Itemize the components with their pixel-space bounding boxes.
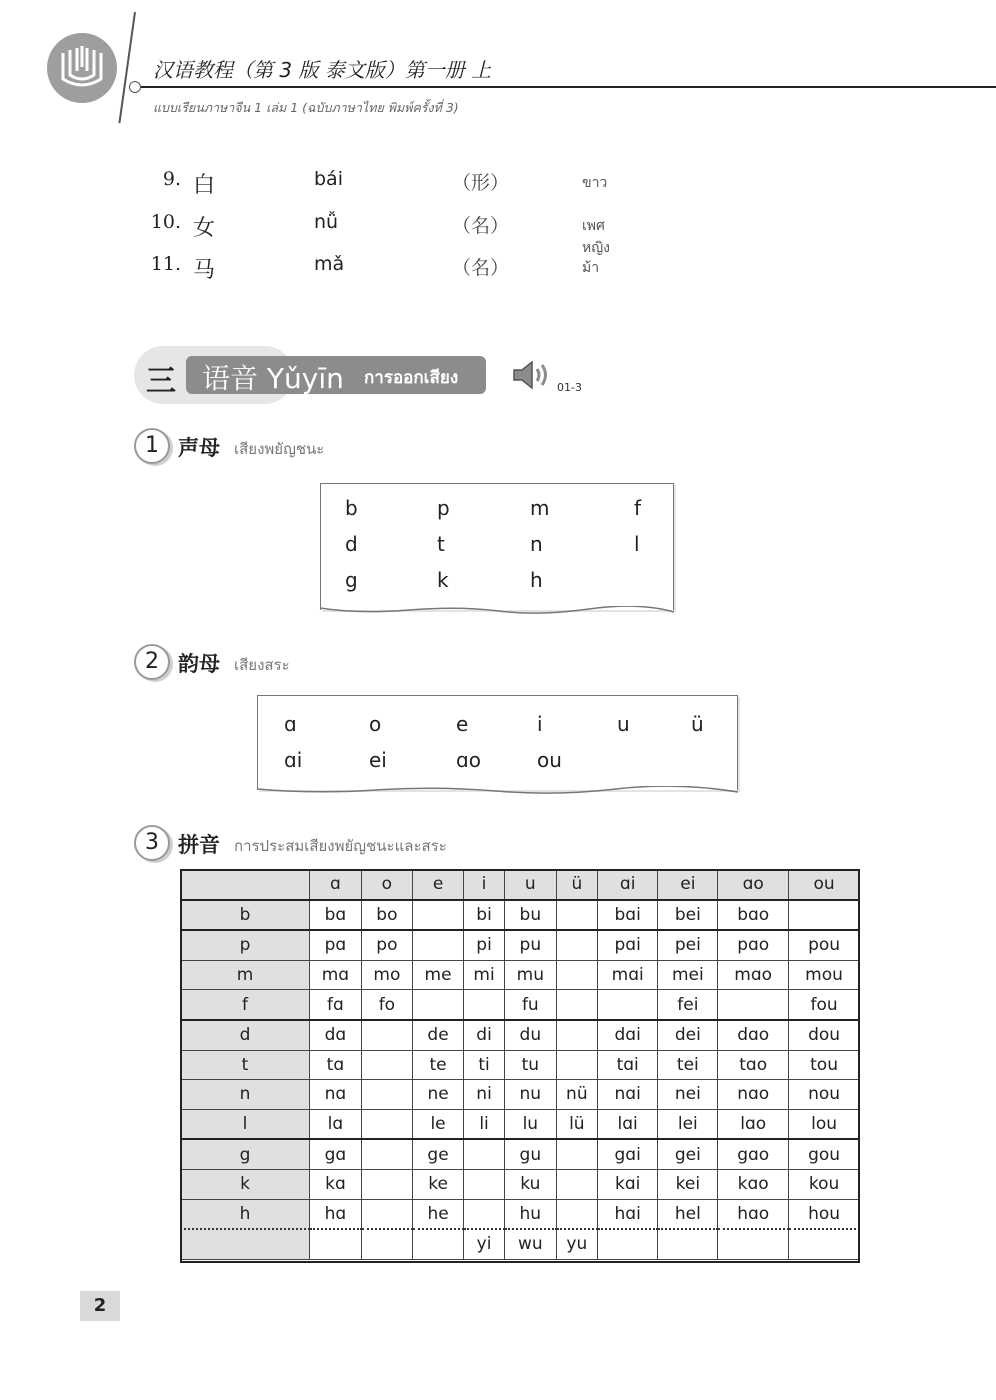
final: e bbox=[456, 712, 469, 736]
initial: d bbox=[345, 532, 358, 556]
table-cell: pɑi bbox=[597, 930, 657, 960]
table-row bbox=[181, 990, 860, 1020]
table-cell: kou bbox=[789, 1169, 860, 1199]
table-cell: mɑo bbox=[718, 960, 789, 990]
table-cell: gɑi bbox=[597, 1139, 657, 1169]
initial: f bbox=[634, 496, 642, 520]
table-cell: mu bbox=[504, 960, 556, 990]
table-cell: nü bbox=[556, 1080, 597, 1110]
table-cell bbox=[556, 960, 597, 990]
table-initial-cell: t bbox=[181, 1050, 310, 1080]
table-cell bbox=[597, 1229, 657, 1259]
table-row bbox=[181, 1229, 860, 1259]
table-cell: du bbox=[504, 1020, 556, 1050]
table-body bbox=[181, 900, 860, 1260]
table-cell: lɑi bbox=[597, 1109, 657, 1139]
publisher-logo bbox=[47, 33, 117, 103]
table-initial-cell: g bbox=[181, 1139, 310, 1169]
finals-title-cn: 韵母 bbox=[178, 652, 220, 676]
final: ü bbox=[691, 712, 704, 736]
vocab-hanzi: 马 bbox=[193, 258, 216, 283]
table-cell: de bbox=[412, 1020, 463, 1050]
table-cell: pu bbox=[504, 930, 556, 960]
table-cell: gu bbox=[504, 1139, 556, 1169]
table-header-cell: e bbox=[412, 870, 463, 900]
table-cell: pou bbox=[789, 930, 860, 960]
table-cell: nɑ bbox=[310, 1080, 362, 1110]
table-cell: bɑo bbox=[718, 900, 789, 931]
table-cell: dɑi bbox=[597, 1020, 657, 1050]
initial: p bbox=[437, 496, 450, 520]
table-cell bbox=[412, 900, 463, 931]
table-header-cell: ü bbox=[556, 870, 597, 900]
table-cell bbox=[556, 1020, 597, 1050]
table-initial-cell: b bbox=[181, 900, 310, 931]
table-cell: nou bbox=[789, 1080, 860, 1110]
table-cell: lou bbox=[789, 1109, 860, 1139]
table-initial-cell: h bbox=[181, 1199, 310, 1229]
table-initial-cell: k bbox=[181, 1169, 310, 1199]
table-cell: fo bbox=[361, 990, 412, 1020]
table-cell bbox=[464, 990, 505, 1020]
table-cell: te bbox=[412, 1050, 463, 1080]
table-cell: yi bbox=[464, 1229, 505, 1259]
final: i bbox=[537, 712, 543, 736]
table-initial-cell: l bbox=[181, 1109, 310, 1139]
finals-title-th: เสียงสระ bbox=[234, 656, 290, 674]
table-cell: ge bbox=[412, 1139, 463, 1169]
table-header-cell: o bbox=[361, 870, 412, 900]
table-cell bbox=[361, 1109, 412, 1139]
initial: t bbox=[437, 532, 445, 556]
table-cell bbox=[412, 990, 463, 1020]
subsection-number: 1 bbox=[134, 428, 170, 464]
table-cell bbox=[361, 1139, 412, 1169]
table-cell: pi bbox=[464, 930, 505, 960]
table-cell bbox=[718, 1229, 789, 1259]
subsection-number: 2 bbox=[134, 644, 170, 680]
vocab-hanzi: 白 bbox=[193, 173, 216, 198]
final: ɑo bbox=[456, 748, 481, 772]
table-cell bbox=[361, 1080, 412, 1110]
table-cell bbox=[361, 1050, 412, 1080]
table-row bbox=[181, 1050, 860, 1080]
table-cell: lɑo bbox=[718, 1109, 789, 1139]
table-row bbox=[181, 1169, 860, 1199]
table-header-cell: u bbox=[504, 870, 556, 900]
initial: l bbox=[634, 532, 640, 556]
table-cell: mei bbox=[658, 960, 718, 990]
initial: b bbox=[345, 496, 358, 520]
table-row bbox=[181, 1139, 860, 1169]
table-header-cell: ou bbox=[789, 870, 860, 900]
section-title-th: การออกเสียง bbox=[364, 368, 459, 388]
vocab-hanzi: 女 bbox=[193, 216, 216, 241]
table-cell: hu bbox=[504, 1199, 556, 1229]
table-cell: li bbox=[464, 1109, 505, 1139]
table-cell: mɑ bbox=[310, 960, 362, 990]
table-cell: mɑi bbox=[597, 960, 657, 990]
table-row bbox=[181, 900, 860, 931]
table-cell: gɑ bbox=[310, 1139, 362, 1169]
final: ɑi bbox=[284, 748, 303, 772]
table-cell: bɑi bbox=[597, 900, 657, 931]
table-cell bbox=[556, 900, 597, 931]
table-row bbox=[181, 1080, 860, 1110]
table-cell: tu bbox=[504, 1050, 556, 1080]
header-divider-vertical bbox=[118, 12, 135, 123]
table-cell: fu bbox=[504, 990, 556, 1020]
table-cell: wu bbox=[504, 1229, 556, 1259]
table-initial-cell: n bbox=[181, 1080, 310, 1110]
table-header-cell: i bbox=[464, 870, 505, 900]
table-initial-cell: m bbox=[181, 960, 310, 990]
torn-edge bbox=[319, 606, 675, 618]
table-row bbox=[181, 1020, 860, 1050]
table-cell: tɑi bbox=[597, 1050, 657, 1080]
table-cell: lü bbox=[556, 1109, 597, 1139]
table-cell bbox=[361, 1199, 412, 1229]
table-cell: hɑo bbox=[718, 1199, 789, 1229]
table-cell: kɑ bbox=[310, 1169, 362, 1199]
table-header-cell bbox=[181, 870, 310, 900]
table-cell: ke bbox=[412, 1169, 463, 1199]
table-header-cell: ei bbox=[658, 870, 718, 900]
table-cell bbox=[597, 990, 657, 1020]
table-initial-cell bbox=[181, 1229, 310, 1259]
table-cell: tou bbox=[789, 1050, 860, 1080]
table-cell bbox=[718, 990, 789, 1020]
table-cell bbox=[556, 1050, 597, 1080]
table-cell: hɑi bbox=[597, 1199, 657, 1229]
vocab-number: 11. bbox=[150, 253, 181, 275]
vocab-part-of-speech: （形） bbox=[452, 172, 510, 194]
table-cell: fɑ bbox=[310, 990, 362, 1020]
book-title: 汉语教程（第 3 版 泰文版）第一册 上 bbox=[153, 58, 492, 82]
final: ɑ bbox=[284, 712, 297, 736]
table-cell: dɑ bbox=[310, 1020, 362, 1050]
audio-track-id: 01-3 bbox=[557, 381, 582, 394]
initial: n bbox=[530, 532, 543, 556]
vocab-pinyin: nǚ bbox=[314, 211, 339, 233]
pinyin-title-cn: 拼音 bbox=[178, 833, 220, 857]
page-number: 2 bbox=[80, 1291, 120, 1321]
pinyin-title-th: การประสมเสียงพยัญชนะและสระ bbox=[234, 837, 447, 855]
table-cell: gei bbox=[658, 1139, 718, 1169]
table-cell: yu bbox=[556, 1229, 597, 1259]
table-cell: lɑ bbox=[310, 1109, 362, 1139]
section-title-cn: 语音 Yǔyīn bbox=[202, 362, 344, 395]
table-cell: he bbox=[412, 1199, 463, 1229]
table-cell: pɑo bbox=[718, 930, 789, 960]
table-cell: fou bbox=[789, 990, 860, 1020]
table-cell: mi bbox=[464, 960, 505, 990]
table-row bbox=[181, 1109, 860, 1139]
table-cell bbox=[464, 1169, 505, 1199]
final: o bbox=[369, 712, 382, 736]
initial: m bbox=[530, 496, 550, 520]
section-number: 三 bbox=[146, 364, 176, 399]
table-row bbox=[181, 930, 860, 960]
table-cell bbox=[556, 1199, 597, 1229]
table-cell: bo bbox=[361, 900, 412, 931]
table-cell: gou bbox=[789, 1139, 860, 1169]
initial: h bbox=[530, 568, 543, 592]
table-cell bbox=[412, 930, 463, 960]
table-cell: ku bbox=[504, 1169, 556, 1199]
table-cell: bei bbox=[658, 900, 718, 931]
table-cell: nɑi bbox=[597, 1080, 657, 1110]
table-cell: nɑo bbox=[718, 1080, 789, 1110]
table-cell bbox=[556, 1169, 597, 1199]
vocab-thai: ม้า bbox=[582, 260, 600, 276]
table-cell: pei bbox=[658, 930, 718, 960]
table-initial-cell: f bbox=[181, 990, 310, 1020]
table-cell: ti bbox=[464, 1050, 505, 1080]
table-header-cell: ɑ bbox=[310, 870, 362, 900]
table-cell: tei bbox=[658, 1050, 718, 1080]
vocab-thai: เพศหญิง bbox=[582, 218, 610, 256]
table-cell bbox=[556, 990, 597, 1020]
table-header-cell: ɑo bbox=[718, 870, 789, 900]
table-cell: fei bbox=[658, 990, 718, 1020]
table-header-row bbox=[181, 870, 860, 900]
pinyin-combination-table bbox=[180, 869, 860, 1260]
table-row bbox=[181, 960, 860, 990]
table-cell: dou bbox=[789, 1020, 860, 1050]
table-cell: hel bbox=[658, 1199, 718, 1229]
table-cell: kɑi bbox=[597, 1169, 657, 1199]
speaker-icon bbox=[512, 358, 552, 392]
table-cell: bɑ bbox=[310, 900, 362, 931]
table-initial-cell: p bbox=[181, 930, 310, 960]
table-cell: tɑ bbox=[310, 1050, 362, 1080]
vocab-pinyin: bái bbox=[314, 168, 343, 190]
audio-button[interactable] bbox=[512, 358, 552, 396]
table-cell: mo bbox=[361, 960, 412, 990]
book-subtitle: แบบเรียนภาษาจีน 1 เล่ม 1 (ฉบับภาษาไทย พิมพ์ครั้งที่ 3) bbox=[153, 100, 459, 115]
final: ou bbox=[537, 748, 562, 772]
vocab-pinyin: mǎ bbox=[314, 253, 345, 275]
table-cell bbox=[361, 1020, 412, 1050]
book-logo-icon bbox=[59, 45, 105, 91]
final: u bbox=[617, 712, 630, 736]
final: ei bbox=[369, 748, 387, 772]
table-cell bbox=[310, 1229, 362, 1259]
table-cell: me bbox=[412, 960, 463, 990]
vocab-number: 9. bbox=[162, 168, 181, 190]
table-cell: mou bbox=[789, 960, 860, 990]
table-row bbox=[181, 1199, 860, 1229]
table-cell: dei bbox=[658, 1020, 718, 1050]
header-rule bbox=[140, 86, 996, 88]
table-cell: kɑo bbox=[718, 1169, 789, 1199]
table-cell: nu bbox=[504, 1080, 556, 1110]
initials-box bbox=[320, 483, 674, 610]
table-cell bbox=[556, 1139, 597, 1169]
table-cell: di bbox=[464, 1020, 505, 1050]
table-cell: hɑ bbox=[310, 1199, 362, 1229]
table-cell: tɑo bbox=[718, 1050, 789, 1080]
initial: g bbox=[345, 568, 358, 592]
table-cell: le bbox=[412, 1109, 463, 1139]
table-cell: hou bbox=[789, 1199, 860, 1229]
table-cell bbox=[789, 1229, 860, 1259]
vocab-thai: ขาว bbox=[582, 175, 608, 191]
table-cell bbox=[789, 900, 860, 931]
vocab-number: 10. bbox=[150, 211, 181, 233]
table-cell bbox=[412, 1229, 463, 1259]
table-cell bbox=[464, 1199, 505, 1229]
initials-title-th: เสียงพยัญชนะ bbox=[234, 440, 325, 458]
subsection-number: 3 bbox=[134, 825, 170, 861]
table-cell: pɑ bbox=[310, 930, 362, 960]
table-cell: gɑo bbox=[718, 1139, 789, 1169]
table-cell bbox=[361, 1169, 412, 1199]
table-cell: bi bbox=[464, 900, 505, 931]
vocab-part-of-speech: （名） bbox=[452, 257, 510, 279]
table-cell bbox=[361, 1229, 412, 1259]
finals-box bbox=[257, 695, 738, 790]
table-cell: lei bbox=[658, 1109, 718, 1139]
table-cell: bu bbox=[504, 900, 556, 931]
table-cell: dɑo bbox=[718, 1020, 789, 1050]
initial: k bbox=[437, 568, 449, 592]
torn-edge bbox=[256, 786, 739, 798]
table-cell: nei bbox=[658, 1080, 718, 1110]
table-cell: po bbox=[361, 930, 412, 960]
table-initial-cell: d bbox=[181, 1020, 310, 1050]
table-cell: kei bbox=[658, 1169, 718, 1199]
table-cell bbox=[658, 1229, 718, 1259]
vocab-part-of-speech: （名） bbox=[452, 215, 510, 237]
header-rule-dot bbox=[129, 81, 141, 93]
table-cell: ne bbox=[412, 1080, 463, 1110]
table-cell: ni bbox=[464, 1080, 505, 1110]
table-cell bbox=[464, 1139, 505, 1169]
initials-title-cn: 声母 bbox=[178, 436, 220, 460]
table-cell bbox=[556, 930, 597, 960]
table-header-cell: ɑi bbox=[597, 870, 657, 900]
section-banner bbox=[186, 356, 486, 394]
table-cell: lu bbox=[504, 1109, 556, 1139]
